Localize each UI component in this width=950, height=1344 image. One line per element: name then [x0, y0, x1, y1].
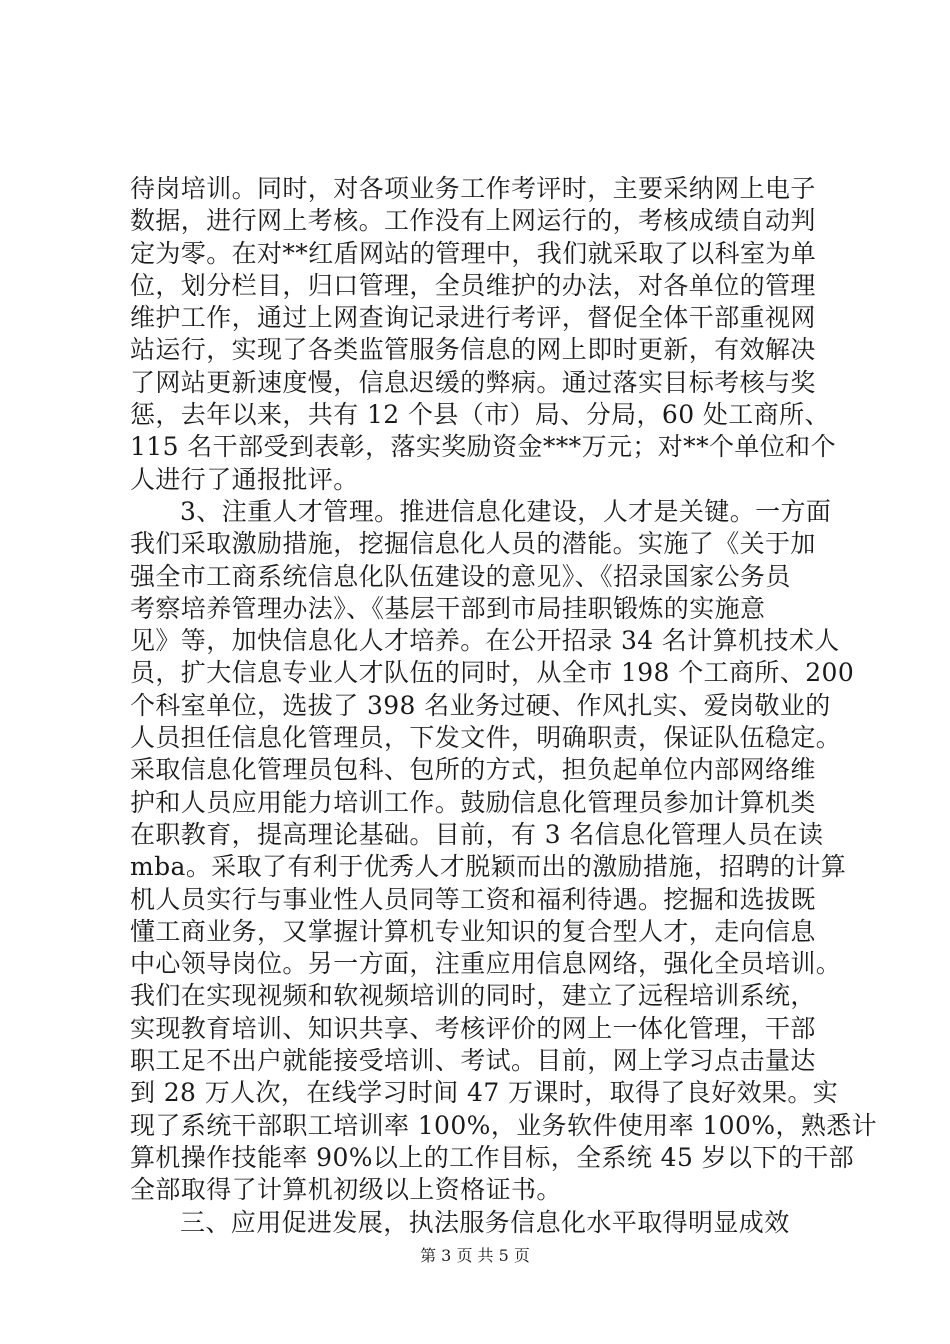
- text-line: 定为零。在对**红盾网站的管理中，我们就采取了以科室为单: [130, 238, 817, 268]
- text-line: 个科室单位，选拔了 398 名业务过硬、作风扎实、爱岗敬业的: [130, 690, 831, 720]
- text-line: 数据，进行网上考核。工作没有上网运行的，考核成绩自动判: [130, 206, 816, 236]
- document-body: [130, 173, 878, 1239]
- text-line: 位，划分栏目，归口管理，全员维护的办法，对各单位的管理: [130, 270, 816, 300]
- text-line: 员，扩大信息专业人才队伍的同时，从全市 198 个工商所、200: [130, 658, 855, 688]
- text-line: 机人员实行与事业性人员同等工资和福利待遇。挖掘和选拔既: [130, 884, 816, 914]
- text-line: 惩，去年以来，共有 12 个县（市）局、分局，60 处工商所、: [130, 400, 830, 430]
- text-line: 实现教育培训、知识共享、考核评价的网上一体化管理，干部: [130, 1013, 816, 1043]
- text-line: 我们采取激励措施，挖掘信息化人员的潜能。实施了《关于加: [130, 529, 816, 559]
- text-line: 了网站更新速度慢，信息迟缓的弊病。通过落实目标考核与奖: [130, 367, 816, 397]
- text-line: 待岗培训。同时，对各项业务工作考评时，主要采纳网上电子: [130, 174, 816, 203]
- text-line: 人员担任信息化管理员，下发文件，明确职责，保证队伍稳定。: [130, 723, 842, 753]
- text-line: 人进行了通报批评。: [130, 464, 359, 494]
- text-line: 采取信息化管理员包科、包所的方式，担负起单位内部网络维: [130, 755, 816, 785]
- text-line: 现了系统干部职工培训率 100%，业务软件使用率 100%，熟悉计: [130, 1110, 878, 1140]
- text-line: 懂工商业务，又掌握计算机专业知识的复合型人才，走向信息: [130, 916, 816, 946]
- text-line: 算机操作技能率 90%以上的工作目标，全系统 45 岁以下的干部: [130, 1142, 855, 1172]
- text-line: 到 28 万人次，在线学习时间 47 万课时，取得了良好效果。实: [130, 1078, 839, 1108]
- text-line: 护和人员应用能力培训工作。鼓励信息化管理员参加计算机类: [130, 787, 816, 817]
- text-line: 强全市工商系统信息化队伍建设的意见》、《招录国家公务员: [130, 561, 791, 591]
- text-line: 维护工作，通过上网查询记录进行考评，督促全体干部重视网: [130, 303, 816, 333]
- text-line: 中心领导岗位。另一方面，注重应用信息网络，强化全员培训。: [130, 949, 842, 979]
- paragraph-start-line: 3、注重人才管理。推进信息化建设，人才是关键。一方面: [180, 496, 832, 526]
- text-line: 全部取得了计算机初级以上资格证书。: [130, 1175, 562, 1205]
- section-heading: 三、应用促进发展，执法服务信息化水平取得明显成效: [180, 1207, 790, 1237]
- text-line: mba。采取了有利于优秀人才脱颖而出的激励措施，招聘的计算: [130, 852, 847, 882]
- page-number-footer: 第 3 页 共 5 页: [420, 1246, 530, 1265]
- text-line: 见》等，加快信息化人才培养。在公开招录 34 名计算机技术人: [130, 626, 840, 656]
- text-line: 站运行，实现了各类监管服务信息的网上即时更新，有效解决: [130, 335, 816, 365]
- text-line: 职工足不出户就能接受培训、考试。目前，网上学习点击量达: [130, 1046, 816, 1076]
- text-line: 115 名干部受到表彰，落实奖励资金***万元；对**个单位和个: [130, 432, 836, 462]
- text-line: 在职教育，提高理论基础。目前，有 3 名信息化管理人员在读: [130, 819, 824, 849]
- text-line: 我们在实现视频和软视频培训的同时，建立了远程培训系统，: [130, 981, 816, 1011]
- text-line: 考察培养管理办法》、《基层干部到市局挂职锻炼的实施意: [130, 593, 766, 623]
